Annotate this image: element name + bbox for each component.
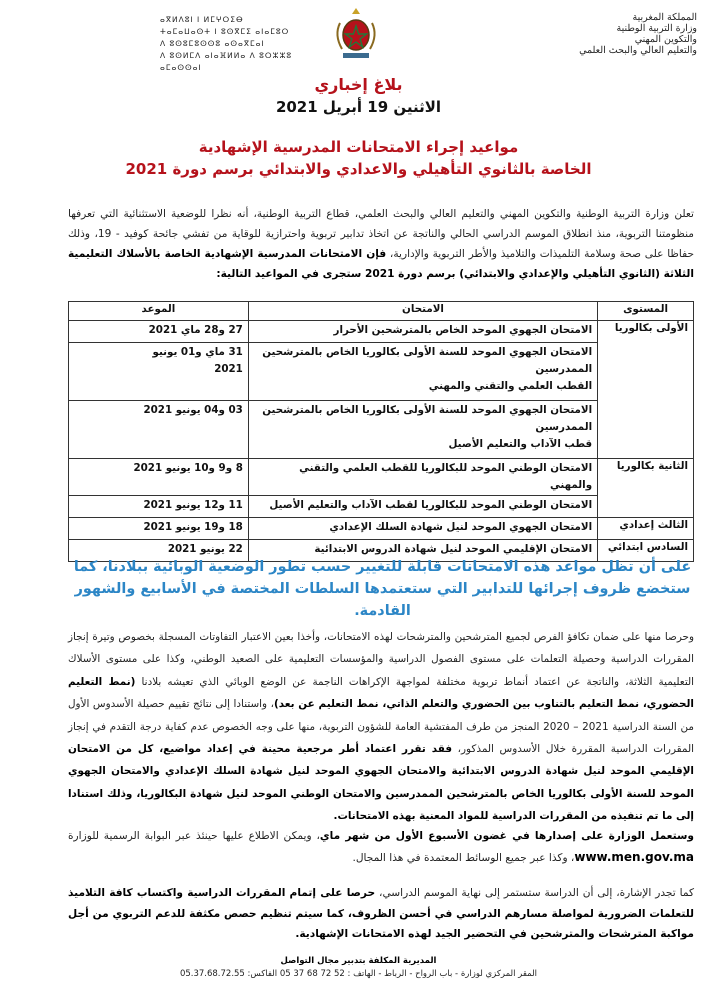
- para3-text-end: ، وكذا عبر جميع الوسائط المعتمدة في هذا المجال.: [352, 852, 575, 864]
- para2-text-continued: ، واستنادا إلى نتائج تقييم حصيلة الأسدوس الأول من السنة الدراسية 2021 – 2020 المنجز من طرف المفتشية العامة للشؤون التربوية، منها على وجه الخصوص عدم كفاية درجة التقدم في إنجاز المقررات الدراسية المقررة خلال الأسدوس المذكور،: [68, 698, 694, 756]
- date-cell: 22 يونيو 2021: [69, 540, 249, 562]
- para2-teaching-modes: (نمط التعليم الحضوري، نمط التعليم بالتناوب بين الحضوري والتعلم الذاتي، نمط التعليم عن بعد): [68, 675, 694, 711]
- letterhead-right-line: والتكوين المهني: [634, 34, 697, 45]
- header-level: المستوى: [598, 302, 694, 321]
- ministry-website-link[interactable]: www.men.gov.ma: [574, 850, 694, 864]
- level-cell: الأولى بكالوريا: [598, 321, 694, 459]
- letterhead-left-line: ⴰⴳⵍⴷⵓⵏ ⵏ ⵍⵎⵖⵔⵉⴱ: [160, 15, 244, 24]
- title-subject-detail: الخاصة بالثانوي التأهيلي والاعدادي والابتدائي برسم دورة 2021: [125, 160, 592, 178]
- title-date: الاثنين 19 أبريل 2021: [275, 98, 442, 116]
- footer: [0, 955, 717, 981]
- letterhead-left-line: ⴷ ⵓⵙⵓⵎⵓⵙⵙⵓ ⴰⵙⴰⴳⵎⴰⵏ: [160, 39, 265, 48]
- intro-paragraph: [68, 204, 694, 284]
- level-cell: الثانية بكالوريا: [598, 459, 694, 518]
- exam-cell: الامتحان الجهوي الموحد لنيل شهادة السلك الإعدادي: [248, 518, 597, 540]
- table-row: [69, 321, 694, 343]
- date-cell: 03 و04 يونيو 2021: [69, 401, 249, 459]
- document-title: [0, 74, 717, 180]
- continuation-paragraph: [68, 883, 694, 945]
- table-header-row: [69, 302, 694, 321]
- date-cell: 11 و12 يونيو 2021: [69, 496, 249, 518]
- title-subject: مواعيد إجراء الامتحانات المدرسية الإشهادية: [198, 138, 519, 156]
- exam-cell: الامتحان الجهوي الموحد الخاص بالمترشحين الأحرار: [248, 321, 597, 343]
- date-cell: 8 و9 و10 يونيو 2021: [69, 459, 249, 496]
- intro-bold-text: فإن الامتحانات المدرسية الإشهادية الخاصة بالأسلاك التعليمية الثلاثة (الثانوي التأهيلي والإعدادي والابتدائي) برسم دورة 2021 ستجرى في المواعيد التالية:: [68, 248, 694, 280]
- footer-department: المديرية المكلفة بتدبير مجال التواصل: [280, 956, 437, 966]
- header-date: الموعد: [69, 302, 249, 321]
- letterhead-right-line: والتعليم العالي والبحث العلمي: [579, 45, 697, 56]
- publication-paragraph: [68, 826, 694, 869]
- letterhead-ministry: [517, 12, 697, 56]
- para3-text: ، ويمكن الاطلاع عليها حينئذ عبر البوابة الرسمية للوزارة: [68, 830, 320, 842]
- exam-cell: الامتحان الوطني الموحد للبكالوريا لقطب الآداب والتعليم الأصيل: [248, 496, 597, 518]
- para4-bold-text: حرصا على إتمام المقررات الدراسية واكتساب كافة التلاميذ للتعلمات الضرورية لمواصلة مسارهم الدراسي في أحسن الظروف، كما سيتم تنظيم حصص مكثفة للدعم التربوي من أجل مواكبة المترشحات والمترشحين في التحضير الجيد لهذه الامتحانات الإشهادية.: [68, 887, 694, 940]
- reference-frameworks-paragraph: [68, 626, 694, 828]
- para2-text: وحرصا منها على ضمان تكافؤ الفرص لجميع المترشحين والمترشحات لهذه الامتحانات، وأخذا بعين الاعتبار التفاوتات المسجلة بخصوص وتيرة إنجاز المقررات الدراسية وحصيلة التعلمات على مستوى الفصول الدراسية والمؤسسات التعليمية على الصعيد الوطني، وكذا على مستوى الأسلاك التعليمية الثلاثة، والناتجة عن اعتماد أنماط تربوية مختلفة لمواجهة الإكراهات الناجمة عن الوضع الوبائي الذي تعيشه بلادنا: [68, 631, 695, 688]
- exam-schedule-table: [68, 301, 694, 562]
- date-cell: 31 ماي و01 يونيو 2021: [69, 343, 249, 401]
- letterhead: [0, 0, 717, 70]
- level-cell: السادس ابتدائي: [598, 540, 694, 562]
- letterhead-tifinagh: [160, 14, 310, 74]
- exam-cell: الامتحان الإقليمي الموحد لنيل شهادة الدروس الابتدائية: [248, 540, 597, 562]
- letterhead-right-line: وزارة التربية الوطنية: [616, 23, 697, 34]
- exam-cell: الامتحان الوطني الموحد للبكالوريا للقطب العلمي والتقني والمهني: [248, 459, 597, 496]
- exam-cell: الامتحان الجهوي الموحد للسنة الأولى بكالوريا الخاص بالمترشحين الممدرسين قطب الآداب والتعليم الأصيل: [248, 401, 597, 459]
- letterhead-left-line: ⵜⴰⵎⴰⵡⴰⵙⵜ ⵏ ⵓⵙⴳⵎⵉ ⴰⵏⴰⵎⵓⵔ: [160, 27, 290, 36]
- para2-decision: فقد تقرر اعتماد أطر مرجعية محينة في إعداد مواضيع، كل من الامتحان الإقليمي الموحد لنيل شهادة الدروس الابتدائية والامتحان الجهوي الموحد لنيل شهادة السلك الإعدادي والامتحان الجهوي الموحد للسنة الأولى بكالوريا الخاص بالمترشحين الممدرسين والامتحان الوطني الموحد لنيل شهادة البكالوريا، وذلك استنادا إلى ما تم تنفيذه من المقررات الدراسية للمواد المعنية بهذه الامتحانات.: [68, 743, 694, 823]
- date-cell: 27 و28 ماي 2021: [69, 321, 249, 343]
- coat-of-arms-icon: [331, 5, 381, 63]
- intro-text: تعلن وزارة التربية الوطنية والتكوين المهني والتعليم العالي والبحث العلمي، قطاع التربية الوطنية، أنه نظرا للوضعية الاستثنائية التي تعرفها منظومتنا التربوية، منذ انطلاق الموسم الدراسي الحالي والناتجة عن اتخاذ تدابير تربوية واحترازية للوقاية من تفشي جائحة كوفيد - 19، وذلك حفاظا على صحة وسلامة التلميذات والتلاميذ والأطر التربوية والإدارية،: [68, 208, 695, 260]
- letterhead-left-line: ⴷ ⵓⵙⵍⵎⴷ ⴰⵏⴰⴼⵍⵍⴰ ⴷ ⵓⵔⵣⵣⵓ ⴰⵎⴰⵙⵙⴰⵏ: [160, 51, 293, 72]
- title-press-release: بلاغ إخباري: [314, 75, 403, 94]
- exam-cell: الامتحان الجهوي الموحد للسنة الأولى بكالوريا الخاص بالمترشحين الممدرسين القطب العلمي والتقني والمهني: [248, 343, 597, 401]
- table-row: [69, 459, 694, 496]
- footer-address: المقر المركزي لوزارة - باب الرواح - الرباط - الهاتف : 52 72 68 37 05 الفاكس: 05.37.68.72.55: [179, 969, 538, 979]
- level-cell: الثالث إعدادي: [598, 518, 694, 540]
- para4-text: كما تجدر الإشارة، إلى أن الدراسة ستستمر إلى نهاية الموسم الدراسي،: [375, 887, 694, 899]
- date-cell: 18 و19 يونيو 2021: [69, 518, 249, 540]
- letterhead-right-line: المملكة المغربية: [632, 12, 697, 23]
- header-exam: الامتحان: [248, 302, 597, 321]
- para3-bold-text: وستعمل الوزارة على إصدارها في غضون الأسبوع الأول من شهر ماي: [319, 830, 694, 842]
- table-row: [69, 518, 694, 540]
- change-notice: على أن تظل مواعد هذه الامتحانات قابلة للتغيير حسب تطور الوضعية الوبائية ببلادنا، كما ستخضع ظروف إجرائها للتدابير التي ستعتمدها السلطات المختصة في الأسابيع والشهور القادمة.: [73, 559, 692, 619]
